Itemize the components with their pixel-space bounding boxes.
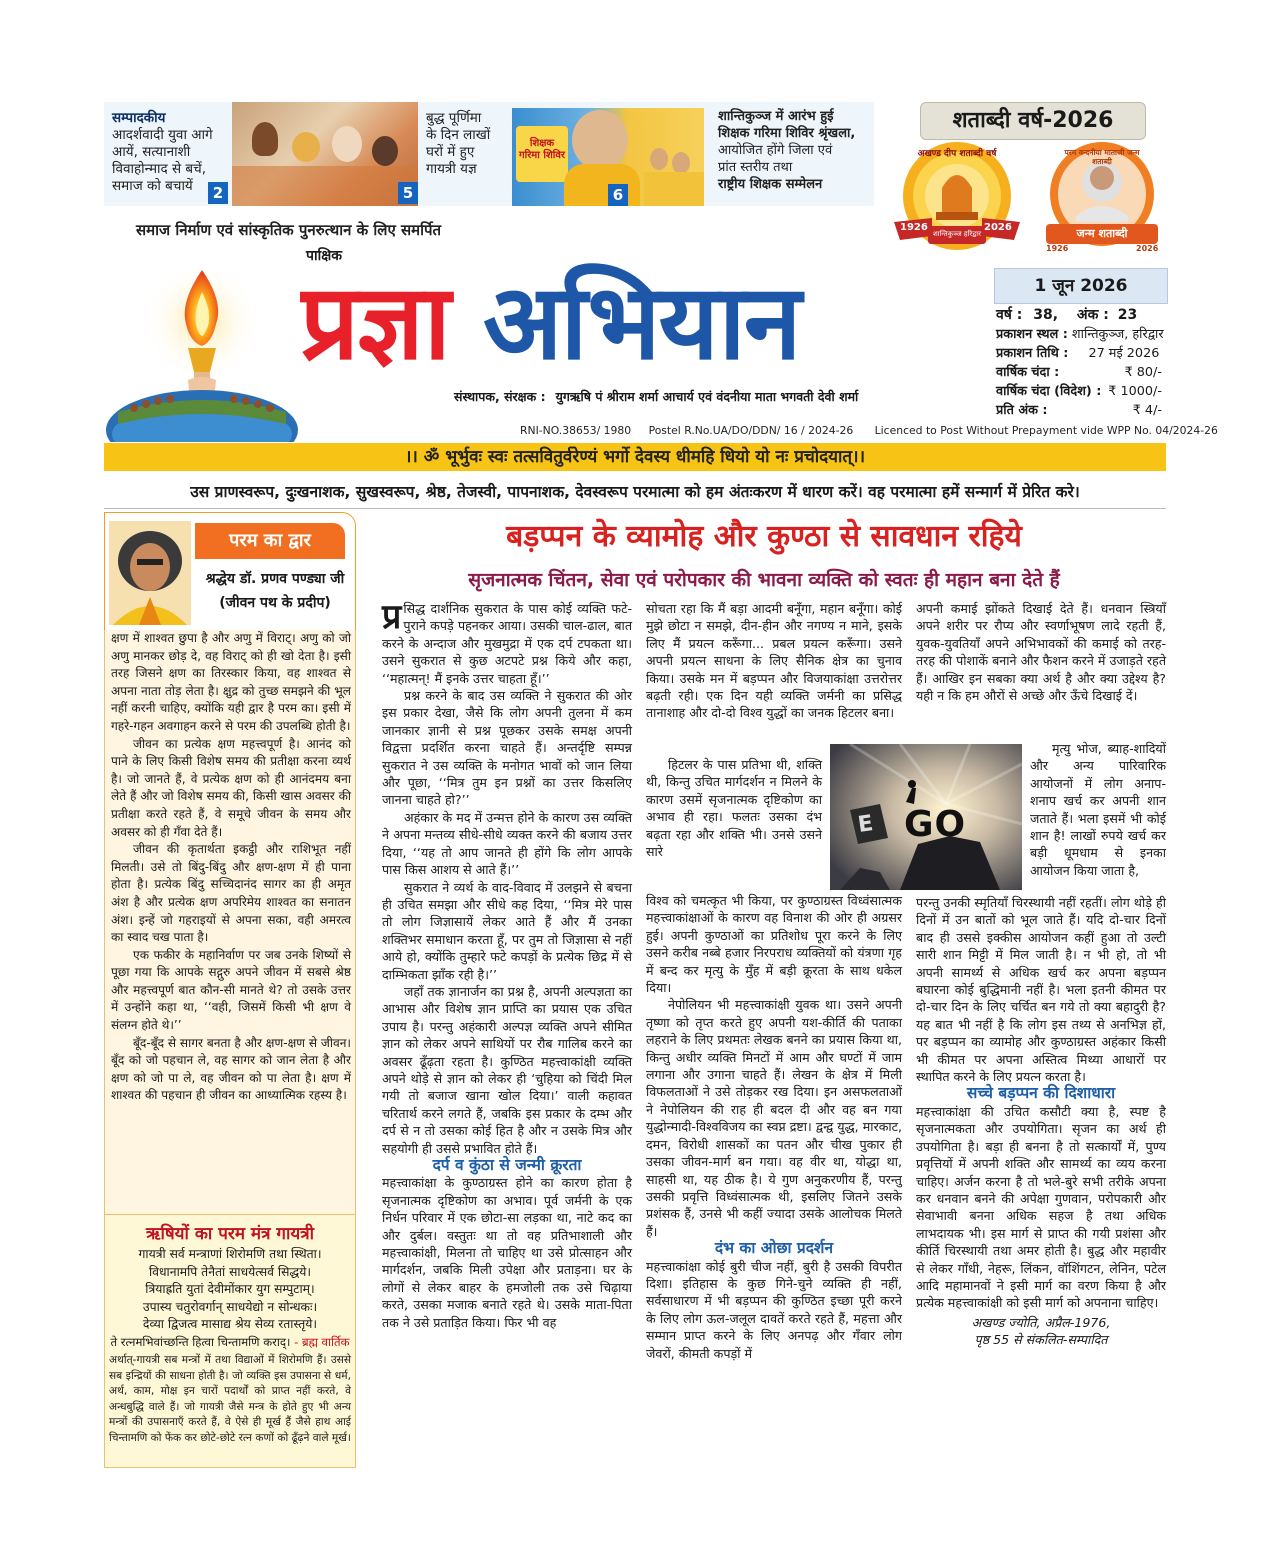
founder-line bbox=[454, 388, 858, 405]
rni-number: RNI-NO.38653/ 1980 bbox=[520, 424, 632, 437]
article-paragraph: विश्व को चमत्कृत भी किया, पर कुण्ठाग्रस्त विध्वंसात्मक महत्त्वाकांक्षाओं के कारण वह विनाश की ओर ही अग्रसर हुई। अपनी कुण्ठाओं का प्रतिशोध पूरा करने के लिए उसने करीब नब्बे हजार निरपराध व्यक्तियों को यंत्रणा गृह में बन्द कर मृत्यु के मुँह में बड़ी क्रूरता के साथ धकेल दिया। bbox=[646, 893, 902, 996]
article-paragraph: महत्त्वाकांक्षा की उचित कसौटी क्या है, स्पष्ट है सृजनात्मकता और उपयोगिता। सृजन का अर्थ ही उपयोगिता है। बड़ा ही बनना है तो सत्कार्यों में, पुण्य प्रवृत्तियों में अपनी शक्ति और सामर्थ्य का व्यय करना चाहिए। अर्जन करना है तो भले-बुरे सभी तरीके अपना कर धनवान बनने की अपेक्षा गुणवान, परोपकारी और सेवाभावी बनना अधिक सहज है तथा अधिक लाभदायक भी। इस मार्ग से प्राप्त की गयी प्रशंसा और कीर्ति चिरस्थायी तथा अमर होती है। बुद्ध और महावीर से लेकर गाँधी, नेहरू, लिंकन, वॉशिंगटन, लेनिन, पटेल आदि महामानवों ने इसी मार्ग का वरण किया है और प्रत्येक महत्त्वाकांक्षी को इसी मार्ग को अपनाना चाहिए। bbox=[916, 1103, 1166, 1311]
rule-divider bbox=[104, 508, 1166, 509]
sidebar-paragraph: जीवन का प्रत्येक क्षण महत्त्वपूर्ण है। आनंद को पाने के लिए किसी विशेष समय की प्रतीक्षा करना व्यर्थ है। जो जानते हैं, वे प्रत्येक क्षण को ही आनंदमय बना लेते हैं और जो विशेष समय की, किसी खास अवसर की प्रतीक्षा करते रहते हैं, वे समूचे जीवन के समय और अवसर को ही गँवा देते हैं। bbox=[111, 736, 351, 839]
sidebar-paragraph: जीवन की कृतार्थता इकट्ठी और राशिभूत नहीं मिलती। उसे तो बिंदु-बिंदु और क्षण-क्षण में ही पाना होता है। प्रत्येक बिंदु सच्चिदानंद सागर का ही अमृत अंश है और प्रत्येक क्षण अपरिमेय शाश्वत का सनातन अंश। इन्हें जो गहराइयों से अपना सका, वही अमरत्व का स्वाद चख पाता है। bbox=[111, 842, 351, 945]
article-paragraph: महत्त्वाकांक्षा के कुण्ठाग्रस्त होने का कारण होता है सृजनात्मक दृष्टिकोण का अभाव। पूर्व जर्मनी के एक निर्धन परिवार में एक छोटा-सा लड़का था, नाटे कद का और दुर्बल। वस्तुतः था तो वह प्रतिभाशाली और महत्त्वाकांक्षी, मिलना तो चाहिए था उसे प्रोत्साहन और मार्गदर्शन, जबकि मिली उपेक्षा और प्रताड़ना। घर के लोगों से लेकर बाहर के हमजोली तक उसे चिढ़ाया करते, उसका मजाक बनाते रहते थे। उसके माता-पिता तक ने उसे प्रताड़ित किया। फिर भी वह bbox=[382, 1175, 632, 1330]
issue-label: अंक : bbox=[1076, 307, 1109, 323]
ego-word: GO bbox=[904, 804, 967, 845]
mantra-meaning: उस प्राणस्वरूप, दुःखनाशक, सुखस्वरूप, श्रेष्ठ, तेजस्वी, पापनाशक, देवस्वरूप परमात्मा को हम अंतःकरण में धारण करें। वह परमात्मा हमें सन्मार्ग में प्रेरित करे। bbox=[190, 483, 1080, 501]
gayatri-box bbox=[104, 1214, 356, 1468]
sidebar-body bbox=[104, 630, 356, 1214]
place-label: प्रकाशन स्थल : bbox=[996, 327, 1068, 342]
gayatri-verse: देव्या द्विजत्व मासाद्य श्रेय सेव्य रतास्तृये। bbox=[142, 1317, 318, 1331]
place-value: शान्तिकुञ्ज, हरिद्वार bbox=[1071, 327, 1164, 342]
article-paragraph: जहाँ तक ज्ञानार्जन का प्रश्न है, अपनी अल्पज्ञता का आभास और विशेष ज्ञान प्राप्ति का प्रयास एक उचित उपाय है। परन्तु अहंकारी अल्पज्ञ व्यक्ति अपने सीमित ज्ञान को लेकर अपने साथियों पर रौब गालिब करने का अवसर ढूँढ़ता रहता है। कुण्ठित महत्त्वाकांक्षी व्यक्ति अपने थोड़े से ज्ञान को लेकर ही ‘चुहिया को चिंदी मिल गयी तो बजाज खाना खोल दिया।’ वाली कहावत चरितार्थ करने लगते हैं, जबकि इस प्रकार के दम्भ और दर्प से न तो उसका कोई हित है और न उसके मित्र और सहयोगी ही उससे प्रभावित होते हैं। bbox=[382, 983, 632, 1156]
issue-info bbox=[996, 306, 1168, 420]
teaser-buddha-purnima[interactable] bbox=[420, 102, 504, 206]
article-paragraph: नेपोलियन भी महत्त्वाकांक्षी युवक था। उसने अपनी तृष्णा को तृप्त करते हुए अपनी यश-कीर्ति की पताका लहराने के लिए प्रथमतः लेखक बनने का प्रयास किया था, किन्तु अधीर व्यक्ति मिनटों में आम और घण्टों में जाम लगाना और उगाना चाहते हैं। लेखन के क्षेत्र में मिली विफलताओं ने उसे तोड़कर रख दिया। इन असफलताओं ने नेपोलियन की राह ही बदल दी और वह बन गया युद्धोन्मादी-विश्वविजय का स्वप्न द्रष्टा। द्वन्द्व युद्ध, मारकाट, दमन, विरोधी शासकों का पतन और चीख पुकार ही उसका जीवन-मार्ग बन गया। वह वीर था, योद्धा था, साहसी था, यह ठीक है। ये गुण अनुकरणीय हैं, परन्तु उसकी प्रवृत्ति विध्वंसात्मक थी, इसलिए जितने उसके प्रशंसक हैं, उनसे भी कहीं ज्यादा उसके आलोचक मिलते हैं। bbox=[646, 997, 902, 1239]
article-paragraph: महत्त्वाकांक्षा कोई बुरी चीज नहीं, बुरी है उसकी विपरीत दिशा। इतिहास के कुछ गिने-चुने व्यक्ति ही नहीं, सर्वसाधारण में भी बड़प्पन की कुण्ठित इच्छा पूरी करने के लिए लोग ऊल-जलूल दावतें करते रहते हैं, महत्ता और सम्मान प्राप्त करने के लिए अनपढ़ और गँवार लोग जेवरों, कीमती कपड़ों में bbox=[646, 1258, 902, 1361]
shivir-photo-text: शिक्षक गरिमा शिविर bbox=[519, 138, 565, 161]
year-label: वर्ष : bbox=[996, 307, 1023, 323]
article-paragraph: सोचता रहा कि मैं बड़ा आदमी बनूँगा, महान बनूँगा। कोई मुझे छोटा न समझे, दीन-हीन और नगण्य न माने, इसके लिए मैं प्रयत्न करूँगा... प्रबल प्रयत्न करूँगा। उसने अपनी प्रयत्न साधना के लिए सैनिक क्षेत्र का चुनाव किया। उसके मन में बड़प्पन और विजयाकांक्षा उत्तरोत्तर बढ़ती रही। एक दिन यही व्यक्ति जर्मनी का प्रसिद्ध तानाशाह और दो-दो विश्व युद्धों का जनक हिटलर बना। bbox=[646, 601, 902, 721]
shivir-photo bbox=[512, 108, 704, 206]
emblem-year-end: 2026 bbox=[1136, 244, 1159, 253]
article-subhead: दर्प व कुंठा से जन्मी क्रूरता bbox=[432, 1156, 582, 1174]
teaser-line: शिक्षक गरिमा शिविर श्रृंखला, bbox=[718, 126, 856, 141]
teaser-line: आयोजित होंगे जिला एवं bbox=[718, 143, 833, 158]
masthead-title-word1: प्रज्ञा bbox=[300, 261, 483, 383]
emblem-label: जन्म शताब्दी bbox=[1076, 227, 1128, 240]
article-paragraph bbox=[382, 597, 632, 687]
yagya-photo bbox=[232, 102, 418, 206]
gayatri-box-title: ऋषियों का परम मंत्र गायत्री bbox=[145, 1224, 315, 1244]
sidebar-paragraph: बूँद-बूँद से सागर बनता है और क्षण-क्षण से जीवन। बूँद को जो पहचान ले, वह सागर को जान लेता है और क्षण को जो पा ले, वह जीवन को पा लेता है। क्षण में शाश्वत की पहचान ही जीवन का आध्यात्मिक रहस्य है। bbox=[111, 1035, 351, 1103]
masthead-title bbox=[300, 252, 990, 392]
teaser-line: बुद्ध पूर्णिमा bbox=[426, 110, 482, 126]
torch-globe-logo bbox=[104, 262, 300, 442]
sidebar-paragraph: क्षण में शाश्वत छुपा है और अणु में विराट्। अणु को जो अणु मानकर छोड़ दे, वह विराट् को ही खो देता है। इसी तरह जिसने क्षण का तिरस्कार किया, वह शाश्वत से अपना नाता तोड़ लेता है। क्षुद्र को तुच्छ समझने की भूल नहीं करनी चाहिए, क्योंकि यही द्वार है परम का। इसी में गहरे-गहन अवगाहन करने से परम की उपलब्धि होती है। bbox=[111, 631, 351, 733]
article-first-text: सिद्ध दार्शनिक सुकरात के पास कोई व्यक्ति फटे-पुराने कपड़े पहनकर आया। उसकी चाल-ढाल, बात करने के अन्दाज और मुखमुद्रा में एक दर्प टपकता था। उसने सुकरात से कुछ अटपटे प्रश्न किये और कहा, ‘‘महात्मन्! मैं इनके उत्तर चाहता हूँ।’’ bbox=[382, 601, 632, 686]
teaser-editorial[interactable] bbox=[104, 102, 230, 206]
annual-label: वार्षिक चंदा : bbox=[996, 365, 1060, 380]
page-number-badge: 2 bbox=[208, 182, 228, 204]
teaser-shikshak-garima[interactable] bbox=[712, 102, 874, 206]
gayatri-verse: गायत्री सर्व मन्त्राणां शिरोमणि तथा स्थिता। bbox=[138, 1247, 322, 1261]
article-column-3 bbox=[916, 600, 1166, 704]
emblem-year-start: 1926 bbox=[900, 222, 928, 233]
gayatri-verse: त्रियाह्रति युतां देवीमोंकार युग सम्पुटाम्। bbox=[145, 1282, 315, 1296]
registration-line bbox=[520, 424, 1218, 437]
teaser-line: विवाहोन्माद से बचें, bbox=[112, 161, 206, 177]
license-line: Licenced to Post Without Prepayment vide WPP No. 04/2024-26 bbox=[874, 424, 1218, 437]
emblem-arc-text: अखण्ड दीप शताब्दी वर्ष bbox=[917, 149, 997, 159]
masthead-title-word2: अभियान bbox=[482, 261, 800, 383]
pubdate-value: 27 मई 2026 bbox=[1088, 346, 1160, 361]
sidebar-section-title: परम का द्वार bbox=[195, 523, 345, 559]
gayatri-verse-last-text: ते रत्नमभिवांच्छन्ति हित्वा चिन्तामणि कराद्। bbox=[110, 1334, 291, 1349]
article-subhead: सच्चे बड़प्पन की दिशाधारा bbox=[966, 1084, 1116, 1103]
gayatri-verse-source: - ब्रह्म वार्तिक bbox=[290, 1334, 350, 1349]
copy-value: ₹ 4/- bbox=[1132, 403, 1162, 418]
teaser-line: शान्तिकुञ्ज में आरंभ हुई bbox=[718, 109, 834, 124]
article-column-1 bbox=[382, 597, 632, 1331]
article-column-2-rest bbox=[646, 892, 902, 1362]
sidebar-header bbox=[104, 512, 356, 632]
ego-letter: E bbox=[856, 811, 875, 838]
article-column-2 bbox=[646, 600, 902, 722]
copy-label: प्रति अंक : bbox=[996, 403, 1048, 418]
teaser-line: घरों में हुए bbox=[426, 144, 475, 160]
postal-reg: Postel R.No.UA/DO/DDN/ 16 / 2024-26 bbox=[648, 424, 854, 437]
article-column-2-narrow bbox=[646, 756, 822, 860]
article-paragraph: सुकरात ने व्यर्थ के वाद-विवाद में उलझने से बचना ही उचित समझा और सीधे कह दिया, ‘‘मित्र मेरे पास तो लोग जिज्ञासायें लेकर आते हैं और मैं उनका शक्तिभर समाधान करता हूँ, पर तुम तो जिज्ञासा से नहीं आये हो, क्योंकि तुम्हारे फटे कपड़ों के प्रत्येक छिद्र में से दाम्भिकता झाँक रही है।’’ bbox=[382, 879, 632, 982]
teaser-strip bbox=[104, 102, 874, 206]
page-number-badge: 6 bbox=[608, 184, 628, 206]
gayatri-verse: विधानामपि तेनैतां साधयेत्सर्व सिद्धये। bbox=[148, 1264, 312, 1279]
article-column-3-narrow bbox=[1030, 740, 1166, 879]
article-subheadline: सृजनात्मक चिंतन, सेवा एवं परोपकार की भावना व्यक्ति को स्वतः ही महान बना देते हैं bbox=[468, 569, 1060, 591]
teaser-line: के दिन लाखों bbox=[426, 127, 491, 143]
centenary-title: शताब्दी वर्ष-2026 bbox=[920, 102, 1146, 140]
teaser-line: गायत्री यज्ञ bbox=[426, 161, 477, 177]
article-subhead: दंभ का ओछा प्रदर्शन bbox=[714, 1239, 834, 1258]
author-name: श्रद्धेय डॉ. प्रणव पण्ड्या जी bbox=[205, 571, 345, 587]
emblem-sub: शान्तिकुञ्ज हरिद्वार bbox=[933, 230, 981, 238]
article-column-3-rest bbox=[916, 894, 1166, 1349]
page-number-badge: 5 bbox=[398, 182, 418, 204]
founder-label: संस्थापक, संरक्षक : bbox=[454, 389, 546, 404]
article-paragraph: हिटलर के पास प्रतिभा थी, शक्ति थी, किन्तु उचित मार्गदर्शन न मिलने के कारण उसमें सृजनात्मक दृष्टिकोण का अभाव ही रहा। फलतः उसका दंभ बढ़ता रहा और शक्ति भी। उनसे उसने सारे bbox=[646, 757, 822, 860]
article-paragraph: परन्तु उनकी स्मृतियाँ चिरस्थायी नहीं रहतीं। लोग थोड़े ही दिनों में उन बातों को भूल जाते हैं। यदि दो-चार दिनों बाद ही उससे इक्कीस आयोजन कहीं हुआ तो उल्टी सारी शान मिट्टी में मिल जाती है। न भी हो, तो भी अपनी सामर्थ्य से अधिक खर्च कर अपना बड़प्पन बघारना कोई बुद्धिमानी नहीं है। भला इतनी कीमत पर दो-चार दिन के लिए चर्चित बन गये तो क्या बहादुरी है? यह बात भी नहीं है कि लोग इस तथ्य से अनभिज्ञ हों, पर बड़प्पन का व्यामोह और कुण्ठाग्रस्त अहंकार किसी भी कीमत पर अपना अस्तित्व मिथ्या आधारों पर स्थापित करने के लिए प्रयत्न करता है। bbox=[916, 895, 1166, 1085]
issue-date: 1 जून 2026 bbox=[994, 268, 1168, 304]
author-subtitle: (जीवन पथ के प्रदीप) bbox=[219, 595, 331, 611]
emblem-arc-text: परम वन्दनीया माताजी जन्म शताब्दी bbox=[1064, 148, 1140, 166]
emblem-year-start: 1926 bbox=[1046, 244, 1069, 253]
article-source: पृष्ठ 55 से संकलित-सम्पादित bbox=[974, 1332, 1108, 1348]
annual-value: ₹ 80/- bbox=[1124, 365, 1162, 380]
author-photo bbox=[109, 521, 191, 625]
foreign-label: वार्षिक चंदा (विदेश) : bbox=[996, 384, 1102, 399]
teaser-line: राष्ट्रीय शिक्षक सम्मेलन bbox=[718, 177, 823, 192]
teaser-label: सम्पादकीय bbox=[112, 110, 166, 126]
founder-names: युगऋषि पं श्रीराम शर्मा आचार्य एवं वंदनीया माता भगवती देवी शर्मा bbox=[555, 389, 859, 404]
gayatri-verse: उपास्य चतुरोवर्गान् साधयेद्यो न सोन्धकः। bbox=[142, 1299, 318, 1314]
teaser-line: समाज को बचायें bbox=[112, 178, 193, 194]
article-source: अखण्ड ज्योति, अप्रैल-1976, bbox=[971, 1314, 1111, 1330]
year-value: 38, bbox=[1033, 307, 1059, 323]
article-paragraph: प्रश्न करने के बाद उस व्यक्ति ने सुकरात की ओर इस प्रकार देखा, जैसे कि लोग अपनी तुलना में कम जानकार ज्ञानी से प्रश्न पूछकर उसके समक्ष अपनी विद्वत्ता प्रदर्शित करना चाहते हैं। अन्तर्दृष्टि सम्पन्न सुकरात ने उस व्यक्ति के मनोगत भावों को जान लिया और पूछा, ‘‘मित्र तुम इन प्रश्नों का उत्तर किसलिए जानना चाहते हो?’’ bbox=[382, 688, 632, 808]
frequency-label: पाक्षिक bbox=[306, 248, 342, 264]
tagline: समाज निर्माण एवं सांस्कृतिक पुनरुत्थान के लिए समर्पित bbox=[136, 221, 442, 239]
article-paragraph: अपनी कमाई झोंकते दिखाई देते हैं। धनवान स्त्रियाँ अपने शरीर पर रौप्य और स्वर्णाभूषण लादे रहती हैं, युवक-युवतियाँ अपने अभिभावकों की कमाई को तरह-तरह की पोशाकें बनाने और फैशन करने में उजाड़ते रहते हैं। आखिर इन सबका क्या अर्थ है और क्या उद्देश्य है? यही न कि हम औरों से अच्छे और ऊँचे दिखाई दें। bbox=[916, 601, 1166, 704]
emblem-year-end: 2026 bbox=[984, 222, 1012, 233]
ego-illustration bbox=[830, 744, 1022, 890]
gayatri-meaning: अर्थात्-गायत्री सब मन्त्रों में तथा विद्याओं में शिरोमणि हैं। उससे सब इन्द्रियों की साधना होती है। जो व्यक्ति इस उपासना से धर्म, अर्थ, काम, मोक्ष इन चारों पदार्थों को प्राप्त नहीं करते, वे अन्धबुद्धि वाले हैं। जो गायत्री जैसे मन्त्र के होते हुए भी अन्य मन्त्रों की उपासनाएँ करते हैं, वे ऐसे ही मूर्ख हैं जैसे हाथ आई चिन्तामणि को फेंक कर छोटे-छोटे रत्न कणों को ढूँढ़ने वाले मूर्ख। bbox=[109, 1354, 351, 1444]
gayatri-mantra-band: ।। ॐ भूर्भुवः स्वः तत्सवितुर्वरेण्यं भर्गो देवस्य धीमहि धियो यो नः प्रचोदयात्।। bbox=[104, 443, 1166, 471]
teaser-line: आयें, सत्यानाशी bbox=[112, 144, 191, 160]
dropcap: प्र bbox=[382, 597, 402, 637]
gayatri-verse-last bbox=[109, 1334, 351, 1352]
sidebar-paragraph: एक फकीर के महानिर्वाण पर जब उनके शिष्यों से पूछा गया कि आपके सद्गुरु अपने जीवन में सबसे श्रेष्ठ और महत्त्वपूर्ण बात कौन-सी मानते थे? तो उसके उत्तर में उन्होंने कहा था, ‘‘वही, जिसमें किसी भी क्षण वे संलग्न होते थे।’’ bbox=[111, 947, 351, 1033]
janm-shatabdi-emblem bbox=[1036, 140, 1168, 258]
pubdate-label: प्रकाशन तिथि : bbox=[996, 346, 1069, 361]
article-headline: बड़प्पन के व्यामोह और कुण्ठा से सावधान रहिये bbox=[506, 519, 1022, 554]
issue-value: 23 bbox=[1117, 307, 1138, 323]
article-paragraph: अहंकार के मद में उन्मत्त होने के कारण उस व्यक्ति ने अपना मन्तव्य सीधे-सीधे व्यक्त करने की बजाय उत्तर दिया, ‘‘यह तो आप जानते ही होंगे कि लोग आपके पास किस आशय से आते हैं।’’ bbox=[382, 809, 632, 878]
teaser-line: आदर्शवादी युवा आगे bbox=[112, 127, 213, 143]
foreign-value: ₹ 1000/- bbox=[1108, 384, 1162, 399]
akhand-deep-emblem bbox=[892, 140, 1022, 258]
article-paragraph: मृत्यु भोज, ब्याह-शादियों और अन्य पारिवारिक आयोजनों में लोग अनाप-शनाप खर्च कर अपनी शान जताते हैं। भला इसमें भी कोई शान है! लाखों रुपये खर्च कर बड़ी धूमधाम से इनका आयोजन किया जाता है, bbox=[1030, 741, 1166, 878]
teaser-line: प्रांत स्तरीय तथा bbox=[718, 160, 793, 175]
